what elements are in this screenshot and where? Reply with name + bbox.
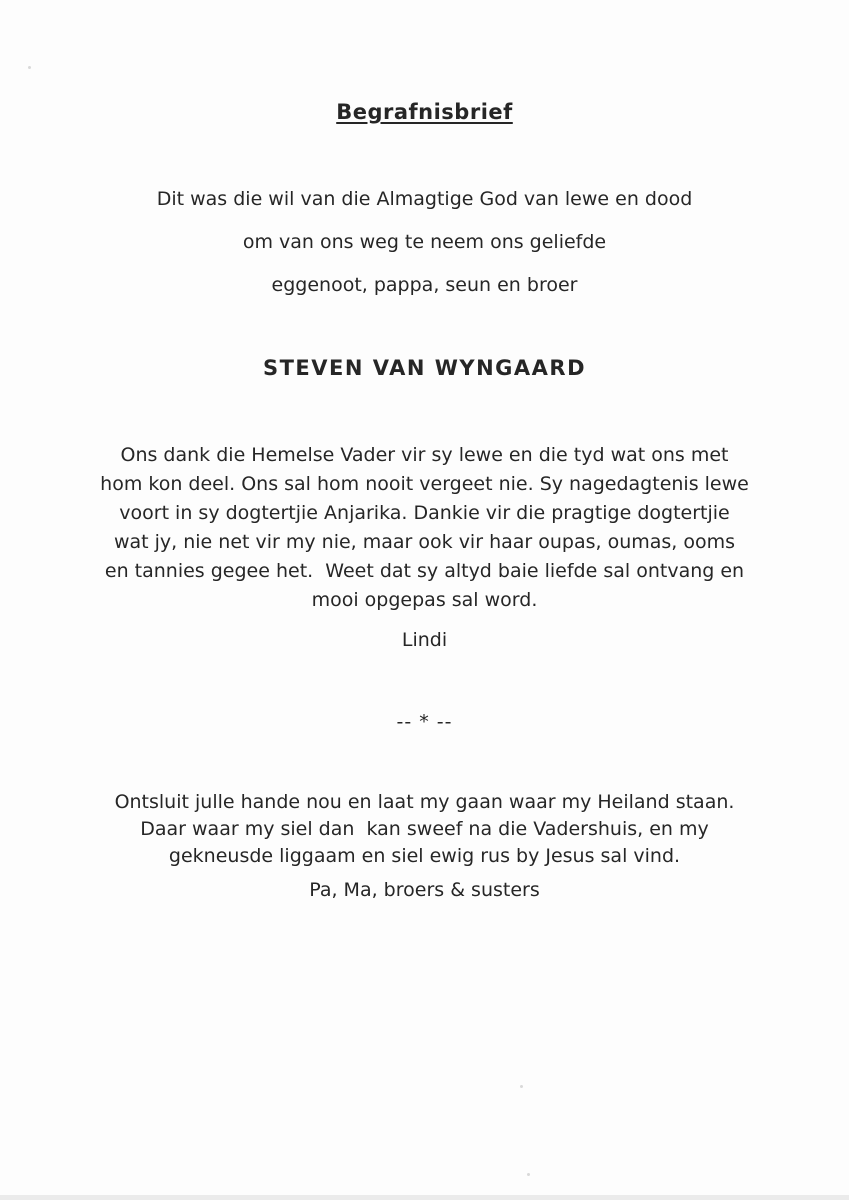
poem-line: gekneusde liggaam en siel ewig rus by Jesus sal vind. bbox=[168, 845, 681, 867]
poem-signature: Pa, Ma, broers & susters bbox=[309, 879, 540, 901]
scan-edge-artifact bbox=[0, 1195, 849, 1200]
poem-line: Ontsluit julle hande nou en laat my gaan waar my Heiland staan. bbox=[114, 791, 735, 813]
scan-speck-artifact bbox=[527, 1173, 530, 1176]
tribute-line: Ons dank die Hemelse Vader vir sy lewe en die tyd wat ons met bbox=[120, 444, 729, 466]
intro-block bbox=[0, 186, 849, 315]
tribute-line: en tannies gegee het. Weet dat sy altyd baie liefde sal ontvang en bbox=[104, 560, 745, 582]
intro-line: Dit was die wil van die Almagtige God van lewe en dood bbox=[156, 188, 693, 210]
tribute-line: mooi opgepas sal word. bbox=[311, 589, 538, 611]
scan-speck-artifact bbox=[520, 1085, 523, 1088]
tribute-signature: Lindi bbox=[401, 629, 448, 651]
tribute-line: voort in sy dogtertjie Anjarika. Dankie vir die pragtige dogtertjie bbox=[119, 502, 730, 524]
page-title: Begrafnisbrief bbox=[336, 100, 513, 124]
intro-line: eggenoot, pappa, seun en broer bbox=[271, 274, 578, 296]
section-separator: -- * -- bbox=[396, 711, 453, 733]
intro-line: om van ons weg te neem ons geliefde bbox=[242, 231, 607, 253]
poem-paragraph bbox=[0, 789, 849, 870]
tribute-line: wat jy, nie net vir my nie, maar ook vir haar oupas, oumas, ooms bbox=[113, 531, 736, 553]
poem-line: Daar waar my siel dan kan sweef na die Vadershuis, en my bbox=[140, 818, 709, 840]
tribute-paragraph bbox=[0, 441, 849, 615]
deceased-name: STEVEN VAN WYNGAARD bbox=[262, 356, 587, 380]
scan-speck-artifact bbox=[28, 66, 31, 69]
tribute-line: hom kon deel. Ons sal hom nooit vergeet nie. Sy nagedagtenis lewe bbox=[100, 473, 749, 495]
